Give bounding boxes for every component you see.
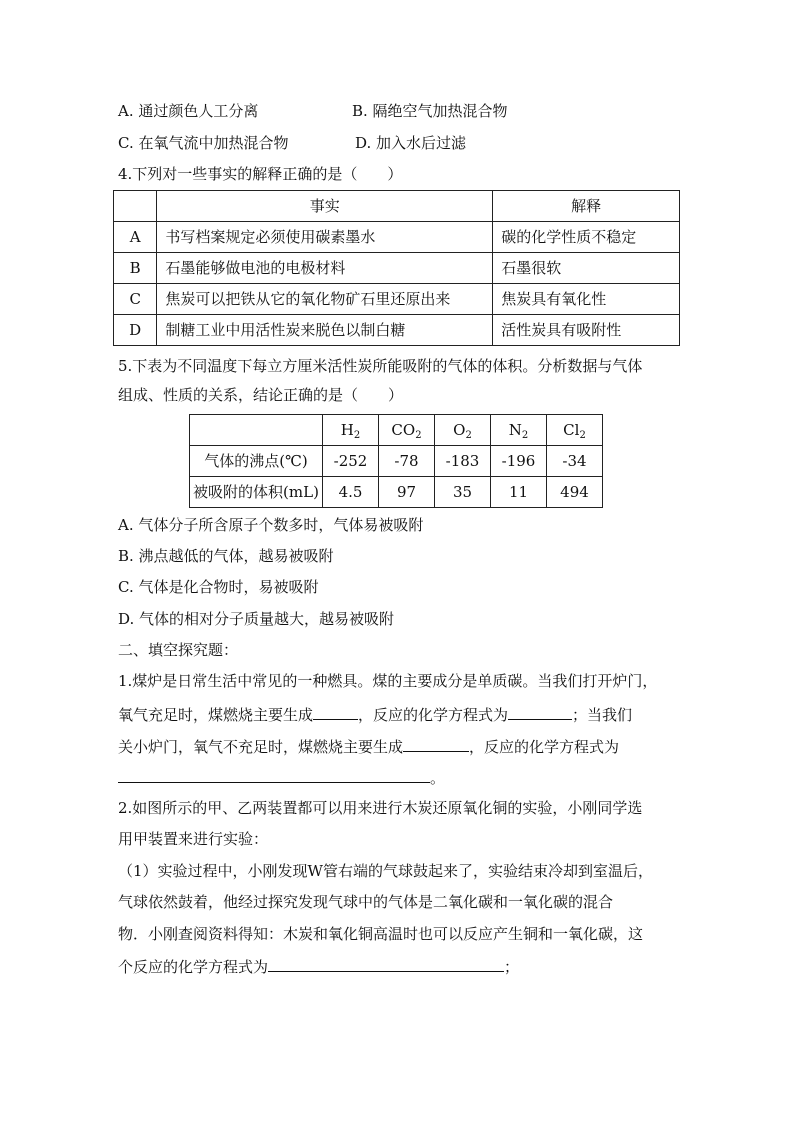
s2-q2-line6 [118, 955, 519, 977]
gas-subscript: 2 [465, 430, 472, 441]
explain-cell: 石墨很软 [493, 253, 680, 284]
row-label: C [114, 284, 157, 315]
boiling-point-cell: -196 [491, 446, 547, 477]
fact-cell: 书写档案规定必须使用碳素墨水 [157, 222, 493, 253]
text-fragment: 个反应的化学方程式为 [118, 958, 269, 976]
table-header-cell [114, 191, 157, 222]
answer-blank[interactable] [118, 766, 430, 783]
q5-stem-line1: 5.下表为不同温度下每立方厘米活性炭所能吸附的气体的体积。分析数据与气体 [118, 357, 643, 375]
answer-blank[interactable] [313, 703, 358, 720]
explain-cell: 焦炭具有氧化性 [493, 284, 680, 315]
table-corner-cell [190, 415, 323, 446]
q5-option-d: D. 气体的相对分子质量越大，越易被吸附 [118, 610, 395, 628]
s2-q2-line2: 用甲装置来进行实验： [118, 830, 269, 848]
q4-table [113, 190, 680, 346]
text-fragment: ，反应的化学方程式为 [469, 738, 620, 756]
boiling-point-cell: -78 [379, 446, 435, 477]
q3-option-b: B. 隔绝空气加热混合物 [352, 102, 508, 120]
gas-formula: N [508, 421, 522, 439]
s2-q2-line4: 气球依然鼓着，他经过探究发现气球中的气体是二氧化碳和一氧化碳的混合 [118, 893, 614, 911]
q4-stem: 4.下列对一些事实的解释正确的是（ ） [118, 165, 403, 183]
q3-option-a: A. 通过颜色人工分离 [118, 102, 259, 120]
q5-stem-line2: 组成、性质的关系，结论正确的是（ ） [118, 386, 404, 404]
s2-q2-line5: 物．小刚查阅资料得知：木炭和氧化铜高温时也可以反应产生铜和一氧化碳，这 [118, 925, 644, 943]
text-fragment: 。 [430, 769, 446, 787]
answer-blank[interactable] [403, 735, 469, 752]
gas-header-o2 [435, 415, 491, 446]
gas-subscript: 2 [579, 430, 586, 441]
fact-cell: 焦炭可以把铁从它的氧化物矿石里还原出来 [157, 284, 493, 315]
fact-cell: 石墨能够做电池的电极材料 [157, 253, 493, 284]
s2-q2-line3: （1）实验过程中，小刚发现W管右端的气球鼓起来了，实验结束冷却到室温后， [118, 862, 653, 880]
volume-cell: 11 [491, 477, 547, 508]
text-fragment: ；当我们 [572, 706, 633, 724]
row-label: D [114, 315, 157, 346]
row-label: 被吸附的体积(mL) [190, 477, 323, 508]
gas-formula: CO [391, 421, 416, 439]
row-label: A [114, 222, 157, 253]
volume-cell: 4.5 [323, 477, 379, 508]
table-header-cell: 事实 [157, 191, 493, 222]
section-heading: 二、填空探究题： [118, 641, 239, 659]
boiling-point-cell: -34 [547, 446, 603, 477]
table-row [114, 315, 680, 346]
table-header-row [190, 415, 603, 446]
text-fragment: ，反应的化学方程式为 [358, 706, 509, 724]
row-label: B [114, 253, 157, 284]
q5-table [189, 414, 603, 508]
s2-q2-line1: 2.如图所示的甲、乙两装置都可以用来进行木炭还原氧化铜的实验，小刚同学选 [118, 799, 643, 817]
gas-subscript: 2 [415, 430, 422, 441]
q5-option-b: B. 沸点越低的气体，越易被吸附 [118, 547, 334, 565]
fact-cell: 制糖工业中用活性炭来脱色以制白糖 [157, 315, 493, 346]
row-label: 气体的沸点(℃) [190, 446, 323, 477]
gas-formula: Cl [563, 421, 580, 439]
answer-blank[interactable] [508, 703, 572, 720]
q3-option-d: D. 加入水后过滤 [355, 134, 467, 152]
table-row [114, 284, 680, 315]
s2-q1-line4 [118, 766, 445, 788]
gas-subscript: 2 [521, 430, 529, 441]
table-row [114, 253, 680, 284]
volume-cell: 494 [547, 477, 603, 508]
boiling-point-cell: -183 [435, 446, 491, 477]
text-fragment: 关小炉门，氧气不充足时，煤燃烧主要生成 [118, 738, 404, 756]
gas-formula: O [453, 421, 466, 439]
q5-option-a: A. 气体分子所含原子个数多时，气体易被吸附 [118, 516, 424, 534]
volume-cell: 97 [379, 477, 435, 508]
gas-header-co2 [379, 415, 435, 446]
q3-option-c: C. 在氧气流中加热混合物 [118, 134, 289, 152]
s2-q1-line2 [118, 703, 632, 725]
s2-q1-line3 [118, 735, 619, 757]
gas-subscript: 2 [353, 430, 361, 441]
boiling-point-cell: -252 [323, 446, 379, 477]
q5-option-c: C. 气体是化合物时，易被吸附 [118, 578, 319, 596]
gas-header-h2 [323, 415, 379, 446]
gas-formula: H [340, 421, 354, 439]
explain-cell: 碳的化学性质不稳定 [493, 222, 680, 253]
s2-q1-line1: 1.煤炉是日常生活中常见的一种燃具。煤的主要成分是单质碳。当我们打开炉门， [118, 672, 658, 690]
volume-cell: 35 [435, 477, 491, 508]
table-row [114, 222, 680, 253]
gas-header-n2 [491, 415, 547, 446]
table-header-row [114, 191, 680, 222]
table-header-cell: 解释 [493, 191, 680, 222]
explain-cell: 活性炭具有吸附性 [493, 315, 680, 346]
table-row [190, 446, 603, 477]
gas-header-cl2 [547, 415, 603, 446]
text-fragment: ； [504, 958, 520, 976]
answer-blank[interactable] [268, 955, 504, 972]
table-row [190, 477, 603, 508]
text-fragment: 氧气充足时，煤燃烧主要生成 [118, 706, 314, 724]
